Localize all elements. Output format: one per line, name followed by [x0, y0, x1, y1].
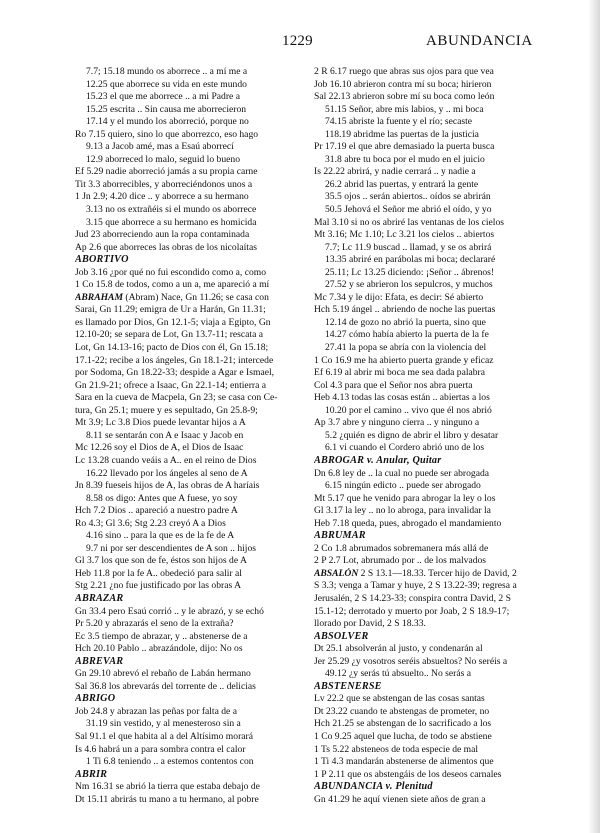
entry-headword-line	[75, 292, 299, 305]
page-number: 1229	[282, 33, 313, 49]
reference-line-indented: 8.11 se sentarán con A e Isaac y Jacob en	[86, 429, 244, 441]
reference-line-indented: 27.41 la popa se abría con la violencia del	[325, 342, 487, 354]
reference-line-indented: 74.15 abriste la fuente y el río; secaste	[325, 116, 473, 128]
reference-line-indented: 31.8 abre tu boca por el mudo en el juicio	[325, 153, 485, 165]
reference-line: Sara en la cueva de Macpela, Gn 23; se casa con Ce-	[75, 392, 278, 404]
reference-line-indented: 3.15 que aborrece a su hermano es homicida	[86, 216, 257, 228]
reference-line: Gl 3.17 la ley .. no lo abroga, para invalidar la	[314, 505, 491, 517]
page-header	[0, 33, 600, 55]
reference-line-indented: 9.7 ni por ser descendientes de A son .. hijos	[86, 542, 256, 554]
reference-line-indented: 12.14 de gozo no abrió la puerta, sino que	[325, 316, 486, 328]
reference-line: 2 R 6.17 ruego que abras sus ojos para que vea	[314, 66, 494, 77]
reference-line: Dt 15.11 abrirás tu mano a tu hermano, al pobre	[75, 793, 259, 805]
reference-line: 2 Co 1.8 abrumados sobremanera más allá de	[314, 542, 489, 554]
entry-headword: ABRAZAR	[75, 592, 124, 604]
entry-headword: ABRIGO	[75, 693, 116, 705]
reference-line: Mal 3.10 si no os abriré las ventanas de los cielos	[314, 216, 504, 228]
reference-line-indented: 12.9 aborreced lo malo, seguid lo bueno	[86, 153, 240, 165]
reference-line: Gl 3.7 los que son de fe, éstos son hijos de A	[75, 555, 247, 567]
reference-line: Ap 2.6 que aborreces las obras de los nicolaítas	[75, 241, 257, 253]
reference-line: 2 P 2.7 Lot, abrumado por .. de los malvados	[314, 555, 487, 567]
reference-line: 12.10-20; se separa de Lot, Gn 13.7-11; rescata a	[75, 329, 263, 341]
reference-line: 1 Ti 4.3 mandarán abstenerse de alimentos que	[314, 756, 494, 768]
reference-line: Jud 23 aborreciendo aun la ropa contaminada	[75, 229, 250, 241]
reference-line: Is 22.22 abrirá, y nadie cerrará .. y nadie a	[314, 166, 476, 178]
reference-line: 1 Co 16.9 me ha abierto puerta grande y eficaz	[314, 354, 494, 366]
reference-line: 15.1-12; derrotado y muerto por Joab, 2 S 18.9-17;	[314, 605, 510, 617]
reference-line: tura, Gn 25.1; muere y es sepultado, Gn 25.8-9;	[75, 404, 258, 416]
reference-line-indented: 17.14 y el mundo los aborreció, porque no	[86, 116, 249, 128]
reference-line-indented: 25.11; Lc 13.25 diciendo: ¡Señor .. ábrenos!	[325, 266, 495, 278]
entry-text: 2 S 13.1—18.33. Tercer hijo de David, 2	[358, 567, 517, 579]
reference-line: Ec 3.5 tiempo de abrazar, y .. abstenerse de a	[75, 630, 248, 642]
reference-line: Mt 3.9; Lc 3.8 Dios puede levantar hijos a A	[75, 417, 246, 429]
reference-line: por Sodoma, Gn 18.22-33; despide a Agar e Ismael,	[75, 367, 275, 379]
reference-line-indented: 9.13 a Jacob amé, mas a Esaú aborrecí	[86, 141, 234, 153]
reference-line: Dn 6.8 ley de .. la cual no puede ser abrogada	[314, 467, 490, 479]
reference-line: Hch 7.2 Dios .. apareció a nuestro padre A	[75, 505, 238, 517]
reference-line-indented: 14.27 cómo había abierto la puerta de la fe	[325, 329, 489, 341]
reference-line-indented: 13.35 abriré en parábolas mi boca; declararé	[325, 254, 496, 266]
reference-line: Mt 5.17 que he venido para abrogar la ley o los	[314, 492, 496, 504]
reference-line: Job 3.16 ¿por qué no fui escondido como a, como	[75, 266, 267, 278]
reference-line: Ef 6.19 al abrir mi boca me sea dada palabra	[314, 367, 486, 379]
reference-line-indented: 31.19 sin vestido, y al menesteroso sin a	[86, 718, 241, 730]
reference-line: 1 Ts 5.22 absteneos de toda especie de mal	[314, 743, 479, 755]
reference-line: Col 4.3 para que el Señor nos abra puerta	[314, 379, 473, 391]
reference-line-indented: 49.12 ¿y serás tú absuelto.. No serás a	[325, 668, 472, 680]
entry-headword: ABROGAR v. Anular, Quitar	[314, 454, 442, 466]
reference-line-indented: 5.2 ¿quién es digno de abrir el libro y desatar	[325, 429, 499, 441]
running-head: ABUNDANCIA	[426, 33, 533, 49]
page-edge-shadow	[588, 0, 600, 833]
reference-line: Gn 21.9-21; ofrece a Isaac, Gn 22.1-14; entierra a	[75, 379, 266, 391]
entry-headword: ABSTENERSE	[314, 680, 382, 692]
reference-line-indented: 16.22 llevado por los ángeles al seno de A	[86, 467, 248, 479]
reference-line: Nm 16.31 se abrió la tierra que estaba debajo de	[75, 781, 260, 793]
reference-line: Heb 4.13 todas las cosas están .. abiertas a los	[314, 392, 490, 404]
reference-line: es llamado por Dios, Gn 12.1-5; viaja a Egipto, Gn	[75, 316, 271, 328]
reference-line: S 3.3; venga a Tamar y huye, 2 S 13.22-39; regresa a	[314, 580, 517, 592]
reference-line: Job 16.10 abrieron contra mí su boca; hirieron	[314, 78, 492, 90]
reference-line: Hch 20.10 Pablo .. abrazándole, dijo: No os	[75, 643, 243, 655]
entry-text: (Abram) Nace, Gn 11.26; se casa con	[123, 291, 269, 303]
reference-line: Ro 4.3; Gl 3.6; Stg 2.23 creyó A a Dios	[75, 517, 226, 529]
reference-line-indented: 26.2 abrid las puertas, y entrará la gente	[325, 178, 479, 190]
reference-line: Mt 3.16; Mc 1.10; Lc 3.21 los cielos .. abiertos	[314, 229, 495, 241]
reference-line-indented: 3.13 no os extrañéis si el mundo os aborrece	[86, 204, 257, 216]
reference-line: Lc 13.28 cuando veáis a A.. en el reino de Dios	[75, 454, 257, 466]
reference-line: Dt 25.1 absolverán al justo, y condenarán al	[314, 643, 483, 655]
entry-headword: ABUNDANCIA v. Plenitud	[314, 781, 433, 793]
entry-headword: ABRIR	[75, 768, 108, 780]
reference-line-indented: 27.52 y se abrieron los sepulcros, y muchos	[325, 279, 493, 291]
entry-headword-line	[314, 568, 540, 581]
reference-line: Heb 11.8 por la fe A.. obedeció para salir al	[75, 567, 242, 579]
reference-line: Lv 22.2 que se abstengan de las cosas santas	[314, 693, 485, 705]
reference-line-indented: 15.23 el que me aborrece .. a mi Padre a	[86, 91, 240, 103]
reference-line: Ef 5.29 nadie aborreció jamás a su propia carne	[75, 166, 258, 178]
reference-line-indented: 8.58 os digo: Antes que A fuese, yo soy	[86, 492, 238, 504]
reference-line: Jerusalén, 2 S 14.23-33; conspira contra David, 2 S	[314, 592, 511, 604]
reference-line-indented: 7.7; Lc 11.9 buscad .. llamad, y se os abrirá	[325, 241, 492, 253]
reference-line-indented: 7.7; 15.18 mundo os aborrece .. a mí me a	[86, 66, 248, 77]
reference-line-indented: 6.15 ningún edicto .. puede ser abrogado	[325, 480, 481, 492]
reference-line: Dt 23.22 cuando te abstengas de prometer, no	[314, 705, 490, 717]
reference-line: Gn 41.29 he aquí vienen siete años de gran a	[314, 793, 486, 805]
reference-line: Gn 33.4 pero Esaú corrió .. y le abrazó, y se echó	[75, 605, 264, 617]
reference-line: 17.1-22; recibe a los ángeles, Gn 18.1-21; intercede	[75, 354, 274, 366]
reference-line-indented: 50.5 Jehová el Señor me abrió el oído, y yo	[325, 204, 492, 216]
reference-line: Gn 29.10 abrevó el rebaño de Labán hermano	[75, 668, 251, 680]
entry-headword: ABORTIVO	[75, 254, 129, 266]
reference-line: Hch 21.25 se abstengan de lo sacrificado a los	[314, 718, 492, 730]
reference-line: Sal 91.1 el que habita al a del Altísimo morará	[75, 730, 253, 742]
reference-line: Jn 8.39 fueseis hijos de A, las obras de A haríais	[75, 480, 260, 492]
reference-line: Heb 7.18 queda, pues, abrogado el mandamiento	[314, 517, 502, 529]
reference-line: Pr 17.19 el que abre demasiado la puerta busca	[314, 141, 495, 153]
reference-line-indented: 10.20 por el camino .. vivo que él nos abrió	[325, 404, 492, 416]
reference-line: Pr 5.20 y abrazarás el seno de la extraña?	[75, 618, 234, 630]
reference-line: Sal 36.8 los abrevarás del torrente de .. delicias	[75, 680, 256, 692]
reference-line: Sal 22.13 abrieron sobre mí su boca como león	[314, 91, 495, 103]
entry-headword: ABREVAR	[75, 655, 124, 667]
reference-line: Jer 25.29 ¿y vosotros seréis absueltos? No seréis a	[314, 655, 508, 667]
reference-line: Ro 7.15 quiero, sino lo que aborrezco, eso hago	[75, 128, 259, 140]
reference-line: 1 P 2.11 que os abstengáis de los deseos carnales	[314, 768, 502, 780]
entry-headword: ABSOLVER	[314, 630, 369, 642]
reference-line: Mc 7.34 y le dijo: Efata, es decir: Sé abierto	[314, 291, 484, 303]
left-column	[75, 66, 299, 806]
reference-line-indented: 4.16 sino .. para la que es de la fe de A	[86, 530, 235, 542]
reference-line: 1 Co 9.25 aquel que lucha, de todo se abstiene	[314, 730, 492, 742]
entry-headword: ABRUMAR	[314, 530, 366, 542]
reference-line: Ap 3.7 abre y ninguno cierra .. y ninguno a	[314, 417, 480, 429]
reference-line: Hch 5.19 ángel .. abriendo de noche las puertas	[314, 304, 496, 316]
reference-line: Tit 3.3 aborrecibles, y aborreciéndonos unos a	[75, 178, 253, 190]
reference-line: llorado por David, 2 S 18.33.	[314, 618, 426, 630]
reference-line: Mc 12.26 soy el Dios de A, el Dios de Isaac	[75, 442, 244, 454]
reference-line-indented: 1 Ti 6.8 teniendo .. a estemos contentos con	[86, 756, 254, 768]
reference-line-indented: 51.15 Señor, abre mis labios, y .. mi boca	[325, 103, 484, 115]
reference-line-indented: 15.25 escrita .. Sin causa me aborrecieron	[86, 103, 247, 115]
entry-headword: ABRAHAM	[75, 291, 123, 303]
reference-line: Stg 2.21 ¿no fue justificado por las obras A	[75, 580, 241, 592]
reference-line-indented: 6.1 vi cuando el Cordero abrió uno de los	[325, 442, 485, 454]
reference-line: Sarai, Gn 11.29; emigra de Ur a Harán, Gn 11.31;	[75, 304, 266, 316]
reference-line: Job 24.8 y abrazan las peñas por falta de a	[75, 705, 237, 717]
reference-line: Is 4.6 habrá un a para sombra contra el calor	[75, 743, 246, 755]
reference-line: 1 Co 15.8 de todos, como a un a, me apareció a mí	[75, 279, 270, 291]
right-column	[314, 66, 540, 806]
reference-line-indented: 35.5 ojos .. serán abiertos.. oídos se abrirán	[325, 191, 491, 203]
reference-line: Lot, Gn 14.13-16; pacto de Dios con él, Gn 15.18;	[75, 342, 269, 354]
reference-line: 1 Jn 2.9; 4.20 dice .. y aborrece a su hermano	[75, 191, 249, 203]
reference-line-indented: 12.25 que aborrece su vida en este mundo	[86, 78, 247, 90]
reference-line-indented: 118.19 abridme las puertas de la justicia	[325, 128, 479, 140]
entry-headword: ABSALÓN	[314, 567, 359, 579]
